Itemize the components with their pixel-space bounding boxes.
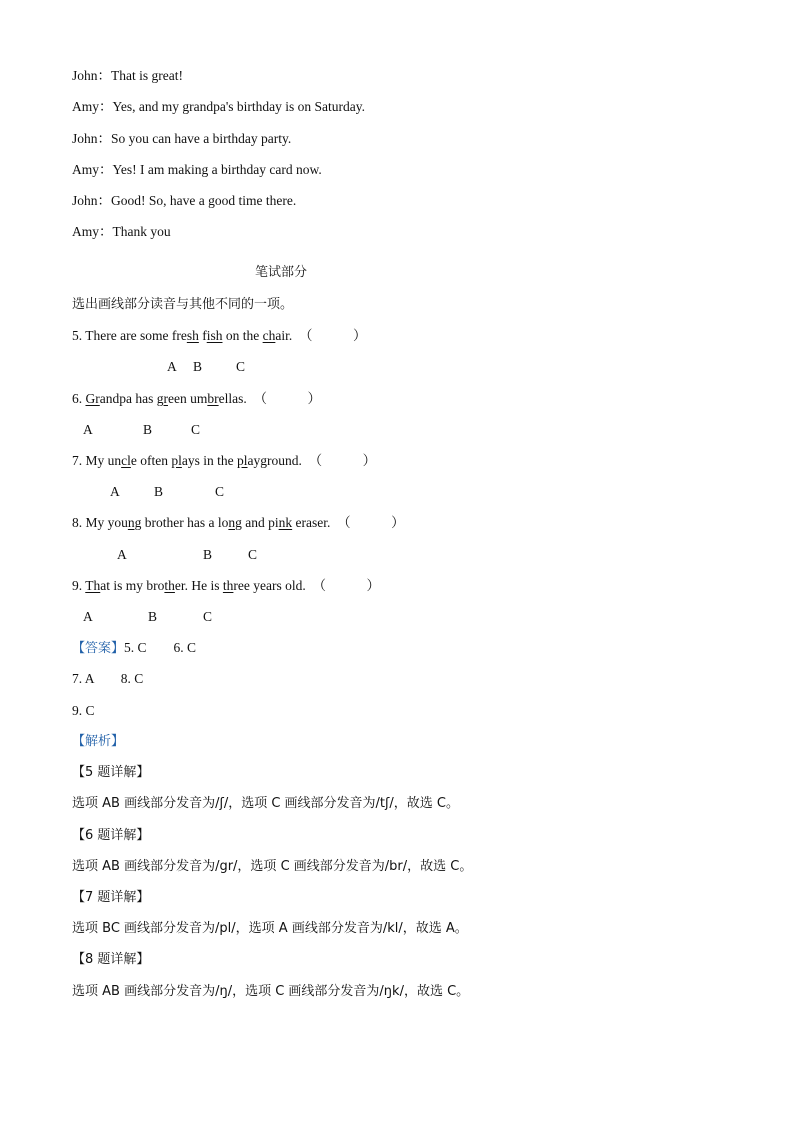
underlined-part-b: pl (171, 453, 182, 468)
answer-tag: 【答案】 (72, 641, 125, 656)
instruction: 选出画线部分读音与其他不同的一项。 (72, 297, 294, 312)
utterance: That is great! (111, 68, 183, 83)
q-text: ellas. （ ） (218, 391, 321, 406)
answer-line-1 (72, 639, 196, 658)
dialogue-line-4 (72, 161, 322, 179)
q-text: ayground. （ ） (247, 453, 377, 468)
underlined-part-a: cl (121, 453, 131, 468)
answer-values: 5. C 6. C (124, 640, 197, 655)
analysis-text-5: 选项 AB 画线部分发音为/ʃ/，选项 C 画线部分发音为/tʃ/，故选 C。 (72, 796, 459, 811)
underlined-part-a: Th (85, 578, 101, 593)
speaker: Amy： (72, 99, 113, 114)
analysis-heading-5: 【5 题详解】 (72, 765, 150, 780)
option-b: B (154, 484, 164, 499)
underlined-part-c: th (222, 578, 234, 593)
q-text: 7. My un (72, 453, 122, 468)
q-text: eraser. （ ） (292, 515, 405, 530)
dialogue-line-3 (72, 130, 291, 148)
q-text: ree years old. （ ） (233, 578, 381, 593)
underlined-part-c: br (207, 391, 219, 406)
q-text: on the (222, 328, 263, 343)
q-text: ays in the (181, 453, 238, 468)
dialogue-line-2 (72, 98, 365, 116)
answer-line-3: 9. C (72, 703, 95, 718)
utterance: Yes! I am making a birthday card now. (112, 162, 322, 177)
option-c: C (215, 484, 225, 499)
analysis-text-7: 选项 BC 画线部分发音为/pl/，选项 A 画线部分发音为/kl/，故选 A。 (72, 921, 468, 936)
q-text: 8. My you (72, 515, 128, 530)
option-b: B (143, 422, 153, 437)
dialogue-line-5 (72, 192, 296, 210)
underlined-part-a: sh (186, 328, 199, 343)
q-text: f (202, 328, 207, 343)
option-a: A (110, 484, 120, 499)
option-c: C (248, 547, 258, 562)
option-c: C (203, 609, 213, 624)
dialogue-line-6 (72, 223, 171, 241)
q-text: er. He is (174, 578, 223, 593)
q-text: at is my bro (100, 578, 165, 593)
q-text: and pi (241, 515, 279, 530)
q-text: een um (167, 391, 208, 406)
option-b: B (193, 359, 203, 374)
question-6 (72, 390, 321, 408)
speaker: John： (72, 131, 112, 146)
speaker: Amy： (72, 162, 113, 177)
analysis-text-8: 选项 AB 画线部分发音为/ŋ/，选项 C 画线部分发音为/ŋk/，故选 C。 (72, 984, 470, 999)
analysis-text-6: 选项 AB 画线部分发音为/gr/，选项 C 画线部分发音为/br/，故选 C。 (72, 859, 473, 874)
option-a: A (117, 547, 127, 562)
question-7 (72, 452, 376, 470)
option-a: A (83, 422, 93, 437)
speaker: Amy： (72, 224, 113, 239)
underlined-part-b: sh (210, 328, 223, 343)
option-b: B (203, 547, 213, 562)
q-text: 9. (72, 578, 86, 593)
underlined-part-a: ng (127, 515, 142, 530)
q-text: air. （ ） (275, 328, 367, 343)
question-9 (72, 577, 380, 595)
utterance: Thank you (112, 224, 171, 239)
section-title: 笔试部分 (255, 265, 308, 280)
q-text: andpa has (99, 391, 157, 406)
q-text: e often (130, 453, 172, 468)
answer-line-2: 7. A 8. C (72, 671, 144, 686)
q-text: brother has a lo (141, 515, 229, 530)
underlined-part-a: Gr (85, 391, 100, 406)
question-5 (72, 327, 367, 345)
speaker: John： (72, 193, 112, 208)
underlined-part-c: pl (237, 453, 248, 468)
option-a: A (83, 609, 93, 624)
underlined-part-b: ng (228, 515, 242, 530)
underlined-part-c: nk (278, 515, 293, 530)
analysis-heading-6: 【6 题详解】 (72, 828, 150, 843)
q-text: 6. (72, 391, 86, 406)
q-text: 5. There are some fre (72, 328, 187, 343)
utterance: So you can have a birthday party. (111, 131, 292, 146)
analysis-heading-7: 【7 题详解】 (72, 890, 150, 905)
utterance: Good! So, have a good time there. (111, 193, 297, 208)
underlined-part-b: i (206, 328, 211, 343)
option-a: A (167, 359, 177, 374)
option-c: C (236, 359, 246, 374)
question-8 (72, 514, 405, 532)
underlined-part-c: ch (262, 328, 276, 343)
underlined-part-b: th (164, 578, 175, 593)
dialogue-line-1 (72, 67, 183, 85)
utterance: Yes, and my grandpa's birthday is on Saturday. (112, 99, 366, 114)
option-c: C (191, 422, 201, 437)
underlined-part-b: gr (156, 391, 168, 406)
option-b: B (148, 609, 158, 624)
analysis-heading-8: 【8 题详解】 (72, 952, 150, 967)
speaker: John： (72, 68, 112, 83)
analysis-tag: 【解析】 (72, 734, 125, 749)
